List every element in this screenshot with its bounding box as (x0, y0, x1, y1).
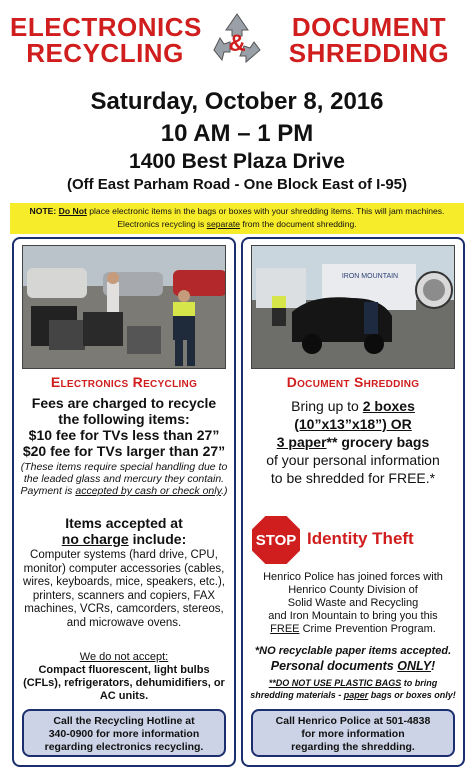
fees-line: the following items: (58, 411, 190, 427)
heading-line: RECYCLING (26, 38, 184, 68)
bang-text: ! (431, 659, 436, 673)
event-directions: (Off East Parham Road - One Block East of I-95) (66, 176, 408, 193)
fees-note-end: .) (221, 485, 228, 497)
plastic-line-1 (247, 677, 459, 689)
hotline-line: 340-0900 for more information (48, 728, 200, 740)
fees-note (18, 461, 230, 497)
truck-logo-text: IRON MOUNTAIN (341, 273, 399, 280)
hotline-line: regarding electronics recycling. (44, 741, 204, 753)
hotline-line: regarding the shredding. (291, 741, 415, 753)
note-text: place electronic items in the bags or boxes with your shredding items. This will jam machines. (89, 206, 445, 216)
event-date: Saturday, October 8, 2016 (90, 88, 384, 115)
ampersand: & (228, 30, 246, 57)
stop-sign-text: STOP (255, 532, 297, 549)
paper-line (247, 433, 459, 451)
accepted-subtitle (18, 531, 230, 547)
hotline-line: for more information (301, 728, 405, 740)
note-do-not: Do Not (58, 206, 87, 216)
police-hotline-box (251, 709, 455, 757)
electronics-recycling-heading (10, 14, 200, 66)
partner-line: Henrico Police has joined forces with (263, 571, 443, 583)
free-line: to be shredded for FREE.* (270, 470, 436, 486)
event-time: 10 AM – 1 PM (160, 120, 314, 147)
shredding-photo (251, 245, 455, 369)
electronics-photo-image (23, 246, 226, 369)
fees-note-text: (These items require special handling due to the leaded glass and mercury they contain. Payment is (20, 461, 228, 497)
program-line (247, 623, 459, 636)
paper-bags-text: ** grocery bags (326, 434, 430, 450)
plastic-text: bags or boxes only! (370, 690, 456, 700)
free-word: FREE (270, 623, 300, 635)
paper-word: paper (343, 690, 369, 700)
hotline-line: Call Henrico Police at 501-4838 (275, 715, 431, 727)
personal-documents-note (247, 659, 459, 673)
event-address: 1400 Best Plaza Drive (129, 150, 345, 173)
only-text: ONLY (397, 659, 432, 673)
note-text: from the document shredding. (242, 219, 357, 229)
bring-line (247, 397, 459, 415)
fees-line: $20 fee for TVs larger than 27” (22, 443, 226, 459)
note-separate: separate (206, 219, 241, 229)
plastic-rest: to bring (403, 678, 438, 688)
partner-line: and Iron Mountain to bring you this (268, 610, 438, 622)
plastic-bags-note (247, 677, 459, 701)
electronics-panel-title: Electronics Recycling (50, 374, 198, 390)
boxes-text: 2 boxes (362, 398, 415, 414)
fees-line: $10 fee for TVs less than 27” (28, 427, 220, 443)
paper-text: 3 paper (276, 434, 327, 450)
note-banner (10, 203, 464, 234)
include-text: include: (132, 531, 187, 547)
fees-line: Fees are charged to recycle (31, 395, 217, 411)
identity-theft-title: Identity Theft (307, 529, 414, 548)
note-line-2 (10, 218, 464, 231)
not-accept-title: We do not accept: (79, 651, 169, 663)
dims-text: (10”x13”x18”) OR (294, 416, 412, 432)
recycling-hotline-box (22, 709, 226, 757)
not-accept-heading (18, 651, 230, 663)
shredding-details (247, 397, 459, 487)
note-line-1 (10, 205, 464, 218)
shredding-panel (241, 237, 465, 767)
no-recyclable-note: *NO recyclable paper items accepted. (254, 645, 452, 657)
shredding-panel-title: Document Shredding (286, 374, 420, 390)
not-accept-list: Compact fluorescent, light bulbs (CFLs), refrigerators, dehumidifiers, or AC units. (23, 664, 225, 702)
program-text: Crime Prevention Program. (302, 623, 436, 635)
electronics-panel (12, 237, 236, 767)
heading-line: ELECTRONICS (10, 12, 202, 42)
partner-line: Henrico County Division of (288, 584, 418, 596)
hotline-line: Call the Recycling Hotline at (53, 715, 195, 727)
plastic-underlined: **DO NOT USE PLASTIC BAGS (268, 678, 402, 688)
accepted-heading (18, 515, 230, 547)
heading-line: SHREDDING (288, 38, 450, 68)
accepted-list: Computer systems (hard drive, CPU, monitor) computer accessories (cables, wires, keyboards, mice, speakers, etc.), printers, scanners and copiers, FAX machines, VCRs, camcorders, stereos, and microwave ovens. (23, 549, 225, 629)
note-prefix: NOTE: (29, 206, 57, 216)
plastic-line-2 (247, 689, 459, 701)
plastic-text: shredding materials - (250, 690, 342, 700)
dims-line (247, 415, 459, 433)
accepted-title: Items accepted at (65, 515, 183, 531)
document-shredding-heading (274, 14, 464, 66)
stop-sign-icon (249, 513, 303, 567)
bring-text: Bring up to (291, 398, 359, 414)
partnership-text (247, 571, 459, 636)
shredding-photo-image (252, 246, 455, 369)
electronics-photo (22, 245, 226, 369)
partner-line: Solid Waste and Recycling (287, 597, 419, 609)
no-charge: no charge (61, 531, 129, 547)
fees-block (18, 395, 230, 459)
note-text: Electronics recycling is (117, 219, 205, 229)
fees-note-underlined: accepted by cash or check only (75, 485, 222, 497)
personal-info-line: of your personal information (266, 452, 440, 468)
heading-line: DOCUMENT (291, 12, 447, 42)
personal-text: Personal documents (270, 659, 394, 673)
